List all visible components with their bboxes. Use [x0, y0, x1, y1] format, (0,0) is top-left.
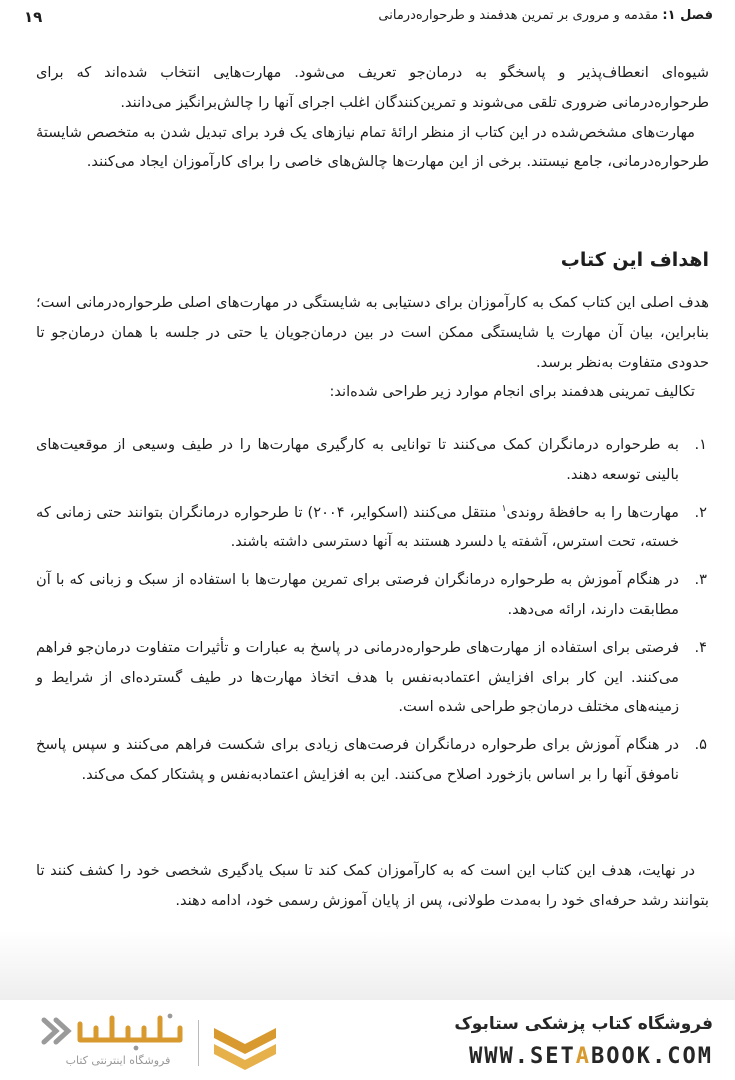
section-body: [36, 288, 709, 407]
chapter-title: مقدمه و مروری بر تمرین هدفمند و طرحواره‌درمانی: [378, 8, 659, 23]
list-item: [36, 430, 709, 490]
url-text: WWW.SET: [469, 1044, 576, 1069]
list-item-text: به طرحواره درمانگران کمک می‌کنند تا توانایی به کارگیری مهارت‌ها را در طیف وسیعی از موقعیت‌های بالینی توسعه دهند.: [36, 436, 679, 483]
chevron-logo-icon: [210, 1022, 280, 1072]
logo-tagline: فروشگاه اینترنتی کتاب: [65, 1054, 171, 1067]
list-number: ۱.: [694, 436, 707, 453]
setabook-wordmark-logo: [40, 1010, 190, 1052]
section-heading: اهداف این کتاب: [560, 249, 709, 271]
paragraph: در نهایت، هدف این کتاب این است که به کارآموزان کمک کند تا سبک یادگیری شخصی خود را کشف کنند تا بتوانند رشد حرفه‌ای خود را به‌مدت طولانی، پس از پایان آموزش رسمی خود، ادامه دهند.: [36, 862, 709, 909]
list-item: [36, 498, 709, 558]
chapter-label: فصل ۱:: [662, 8, 713, 23]
closing-paragraph: [36, 856, 709, 916]
section-goals: [36, 246, 709, 276]
list-number: ۲.: [694, 503, 707, 521]
shop-name: فروشگاه کتاب پزشکی ستابوک: [454, 1014, 713, 1034]
url-accent-letter: A: [575, 1044, 592, 1069]
goals-list: [36, 430, 709, 790]
store-banner: [0, 1000, 735, 1080]
logo-divider: [198, 1020, 199, 1066]
list-item-text: در هنگام آموزش برای طرحواره درمانگران فرصت‌های زیادی برای شکست فراهم می‌کنند و سپس پاسخ ناموفق آنها را بر اساس بازخورد اصلاح می‌کنند. این به افزایش اعتمادبه‌نفس و پشتکار کمک می‌کند.: [36, 736, 679, 783]
page-bottom-fade: [0, 930, 735, 1000]
list-item: [36, 730, 709, 790]
list-number: ۴.: [694, 638, 707, 656]
page-header: [22, 6, 713, 32]
paragraph: شیوه‌ای انعطاف‌پذیر و پاسخگو به درمان‌جو تعریف می‌شود. مهارت‌هایی انتخاب شده‌اند که برای طرحواره‌درمانی ضروری تلقی می‌شوند و تمرین‌کنندگان اغلب اجرای آنها را چالش‌برانگیز می‌دانند.: [36, 64, 709, 111]
list-item: [36, 633, 709, 722]
list-item-text: در هنگام آموزش به طرحواره درمانگران فرصتی برای تمرین مهارت‌ها با استفاده از سبک و زبانی که با آن مطابقت دارند، ارائه می‌دهد.: [36, 571, 679, 618]
page-number: ۱۹: [24, 8, 43, 26]
list-item-text: منتقل می‌کنند (اسکوایر، ۲۰۰۴) تا طرحواره درمانگران بتوانند حتی زمانی که خسته، تحت استرس، آشفته یا دلسرد هستند به آنها دسترسی داشته باشند.: [36, 503, 679, 551]
list-item: [36, 565, 709, 625]
paragraph: تکالیف تمرینی هدفمند برای انجام موارد زیر طراحی شده‌اند:: [329, 383, 695, 401]
list-item-text: فرصتی برای استفاده از مهارت‌های طرحواره‌درمانی در پاسخ به عبارات و تأثیرات متفاوت درمان‌جو فراهم می‌کنند. این کار برای افزایش اعتمادبه‌نفس با هدف اتخاذ مهارت‌ها در طیف گسترده‌ای از شرایط و زمینه‌های مختلف درمان‌جو طراحی شده است.: [36, 638, 679, 716]
paragraph: هدف اصلی این کتاب کمک به کارآموزان برای دستیابی به شایستگی در مهارت‌های اصلی طرحواره‌درمانی است؛ بنابراین، بیان آن مهارت یا شایستگی ممکن است در بین درمان‌جویان یا حتی در جلسه با همان درمان‌جو تا حدودی متفاوت به‌نظر برسد.: [36, 294, 709, 371]
running-title: [378, 8, 713, 23]
paragraph-intro: [36, 58, 709, 177]
paragraph: مهارت‌های مشخص‌شده در این کتاب از منظر ارائهٔ تمام نیازهای یک فرد برای تبدیل شدن به متخصص شایستهٔ طرحواره‌درمانی، جامع نیستند. برخی از این مهارت‌ها چالش‌های خاصی را برای کارآموزان ایجاد می‌کنند.: [36, 123, 709, 171]
shop-url-link[interactable]: [469, 1044, 713, 1069]
url-text: BOOK.COM: [591, 1044, 713, 1069]
list-number: ۳.: [694, 571, 707, 589]
footnote-marker: ۱: [501, 503, 507, 514]
list-number: ۵.: [694, 736, 707, 754]
list-item-text: مهارت‌ها را به حافظهٔ روندی: [506, 503, 679, 521]
